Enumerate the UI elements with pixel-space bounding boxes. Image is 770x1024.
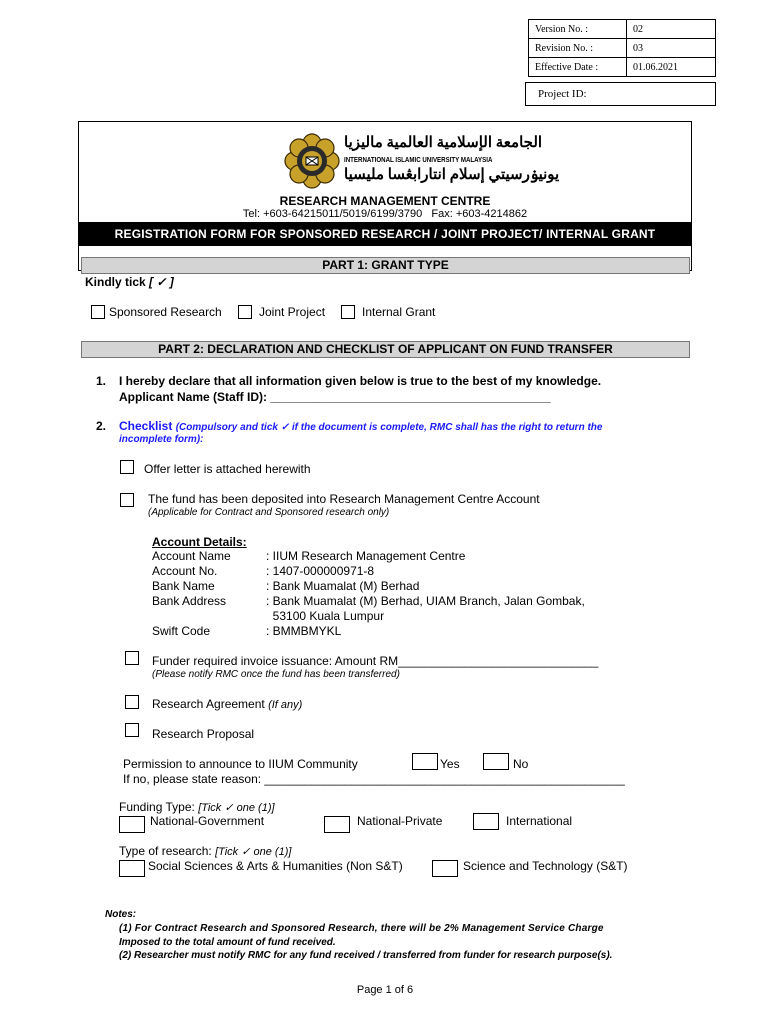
national-government-label: National-Government [150, 814, 265, 828]
checkbox-fund-deposited[interactable] [120, 493, 134, 507]
part1-title: PART 1: GRANT TYPE [322, 258, 449, 272]
checkbox-yes[interactable] [412, 753, 438, 770]
centre-contact: Tel: +603-64215011/5019/6199/3790 Fax: +603-4214862 [242, 208, 528, 220]
notes-line-3: (2) Researcher must notify RMC for any fund received / transferred from funder for research purpose(s). [119, 950, 613, 961]
account-details-table [152, 549, 585, 639]
research-agreement-label: Research Agreement [152, 697, 265, 711]
research-agreement-text [152, 697, 302, 711]
iium-emblem-icon [282, 131, 342, 191]
form-title-bar [79, 222, 691, 246]
version-value: 02 [627, 20, 716, 39]
logo-english-text: INTERNATIONAL ISLAMIC UNIVERSITY MALAYSIA [344, 155, 493, 164]
account-row [152, 609, 585, 624]
option-joint-project: Joint Project [259, 305, 326, 319]
account-label [152, 609, 266, 624]
option-sponsored-research: Sponsored Research [109, 305, 222, 319]
account-row [152, 624, 585, 639]
checkbox-national-government[interactable] [119, 816, 145, 833]
reason-field[interactable]: If no, please state reason: ______________________________________________________ [123, 772, 625, 786]
checkbox-sponsored-research[interactable] [91, 305, 105, 319]
account-value: : Bank Muamalat (M) Berhad [266, 579, 420, 593]
kindly-tick-text: Kindly tick [85, 275, 146, 289]
account-label: Account No. [152, 564, 218, 578]
part2-header [81, 341, 690, 358]
research-agreement-note: (If any) [268, 699, 303, 711]
account-value: 53100 Kuala Lumpur [266, 609, 385, 623]
kindly-tick-label [85, 275, 174, 289]
part2-title: PART 2: DECLARATION AND CHECKLIST OF APPLICANT ON FUND TRANSFER [158, 342, 613, 356]
version-row [529, 20, 716, 39]
notes-title: Notes: [105, 909, 137, 920]
checkbox-science-technology[interactable] [432, 860, 458, 877]
funding-type-label: Funding Type: [119, 800, 195, 814]
account-row [152, 579, 585, 594]
account-label: Bank Address [152, 594, 227, 608]
logo-arabic-text: الجامعة الإسلامية العالمية ماليزيا [344, 135, 543, 151]
checkbox-invoice[interactable] [125, 651, 139, 665]
account-row [152, 564, 585, 579]
invoice-text[interactable]: Funder required invoice issuance: Amount RM______________________________ [152, 654, 599, 668]
checklist-note-cont: incomplete form): [119, 434, 204, 445]
international-label: International [506, 814, 573, 828]
fund-deposited-note: (Applicable for Contract and Sponsored research only) [148, 507, 390, 518]
fund-deposited-text: The fund has been deposited into Research Management Centre Account [148, 492, 540, 506]
checkbox-social-sciences[interactable] [119, 860, 145, 877]
account-value: : 1407-000000971-8 [266, 564, 375, 578]
research-type-heading [119, 844, 291, 858]
iium-logo [282, 131, 560, 191]
checkbox-joint-project[interactable] [238, 305, 252, 319]
tick-symbol: [ ✓ ] [149, 275, 174, 289]
offer-letter-text: Offer letter is attached herewith [144, 462, 311, 476]
project-id-box[interactable] [525, 82, 716, 106]
checkbox-research-proposal[interactable] [125, 723, 139, 737]
account-value: : Bank Muamalat (M) Berhad, UIAM Branch, Jalan Gombak, [266, 594, 585, 608]
account-row [152, 549, 585, 564]
notes-line-1: (1) For Contract Research and Sponsored Research, there will be 2% Management Service Charge [119, 923, 604, 934]
revision-row [529, 39, 716, 58]
checklist-heading [119, 419, 602, 433]
account-value: : BMMBMYKL [266, 624, 342, 638]
effective-date-row [529, 58, 716, 77]
checkbox-offer-letter[interactable] [120, 460, 134, 474]
research-type-label: Type of research: [119, 844, 212, 858]
account-details-heading: Account Details: [152, 535, 247, 549]
page-number: Page 1 of 6 [356, 984, 414, 996]
funding-type-heading [119, 800, 275, 814]
part1-header [81, 257, 690, 274]
revision-label: Revision No. : [529, 39, 627, 58]
logo-jawi-text: يونيۏرسيتي إسلام انتارابڠسا مليسيا [344, 167, 560, 183]
account-label: Swift Code [152, 624, 211, 638]
checkbox-national-private[interactable] [324, 816, 350, 833]
social-sciences-label: Social Sciences & Arts & Humanities (Non S&T) [148, 859, 403, 873]
account-label: Account Name [152, 549, 231, 563]
account-row [152, 594, 585, 609]
checkbox-research-agreement[interactable] [125, 695, 139, 709]
permission-text: Permission to announce to IIUM Community [123, 757, 358, 771]
account-label: Bank Name [152, 579, 215, 593]
checkbox-internal-grant[interactable] [341, 305, 355, 319]
national-private-label: National-Private [357, 814, 443, 828]
checklist-note: (Compulsory and tick ✓ if the document is complete, RMC shall has the right to return the [175, 422, 603, 433]
research-proposal-text: Research Proposal [152, 727, 255, 741]
effective-date-value: 01.06.2021 [627, 58, 716, 77]
item1-number: 1. [96, 374, 107, 388]
checklist-title: Checklist [119, 419, 173, 433]
invoice-note: (Please notify RMC once the fund has been transferred) [152, 669, 400, 680]
version-table [528, 19, 716, 77]
centre-name: RESEARCH MANAGEMENT CENTRE [279, 194, 491, 208]
account-value: : IIUM Research Management Centre [266, 549, 466, 563]
option-internal-grant: Internal Grant [362, 305, 436, 319]
declaration-text: I hereby declare that all information given below is true to the best of my knowledge. [119, 374, 602, 388]
applicant-name-field[interactable]: Applicant Name (Staff ID): __________________________________________ [119, 390, 551, 404]
science-technology-label: Science and Technology (S&T) [463, 859, 628, 873]
yes-label: Yes [440, 757, 460, 771]
research-type-note: [Tick ✓ one (1)] [215, 846, 292, 858]
checkbox-no[interactable] [483, 753, 509, 770]
project-id-label: Project ID: [538, 88, 587, 100]
notes-line-2: Imposed to the total amount of fund received. [119, 937, 336, 948]
checkbox-international[interactable] [473, 813, 499, 830]
revision-value: 03 [627, 39, 716, 58]
item2-number: 2. [96, 419, 107, 433]
version-label: Version No. : [529, 20, 627, 39]
funding-type-note: [Tick ✓ one (1)] [198, 802, 275, 814]
no-label: No [513, 757, 529, 771]
form-title: REGISTRATION FORM FOR SPONSORED RESEARCH / JOINT PROJECT/ INTERNAL GRANT [114, 227, 656, 241]
effective-date-label: Effective Date : [529, 58, 627, 77]
